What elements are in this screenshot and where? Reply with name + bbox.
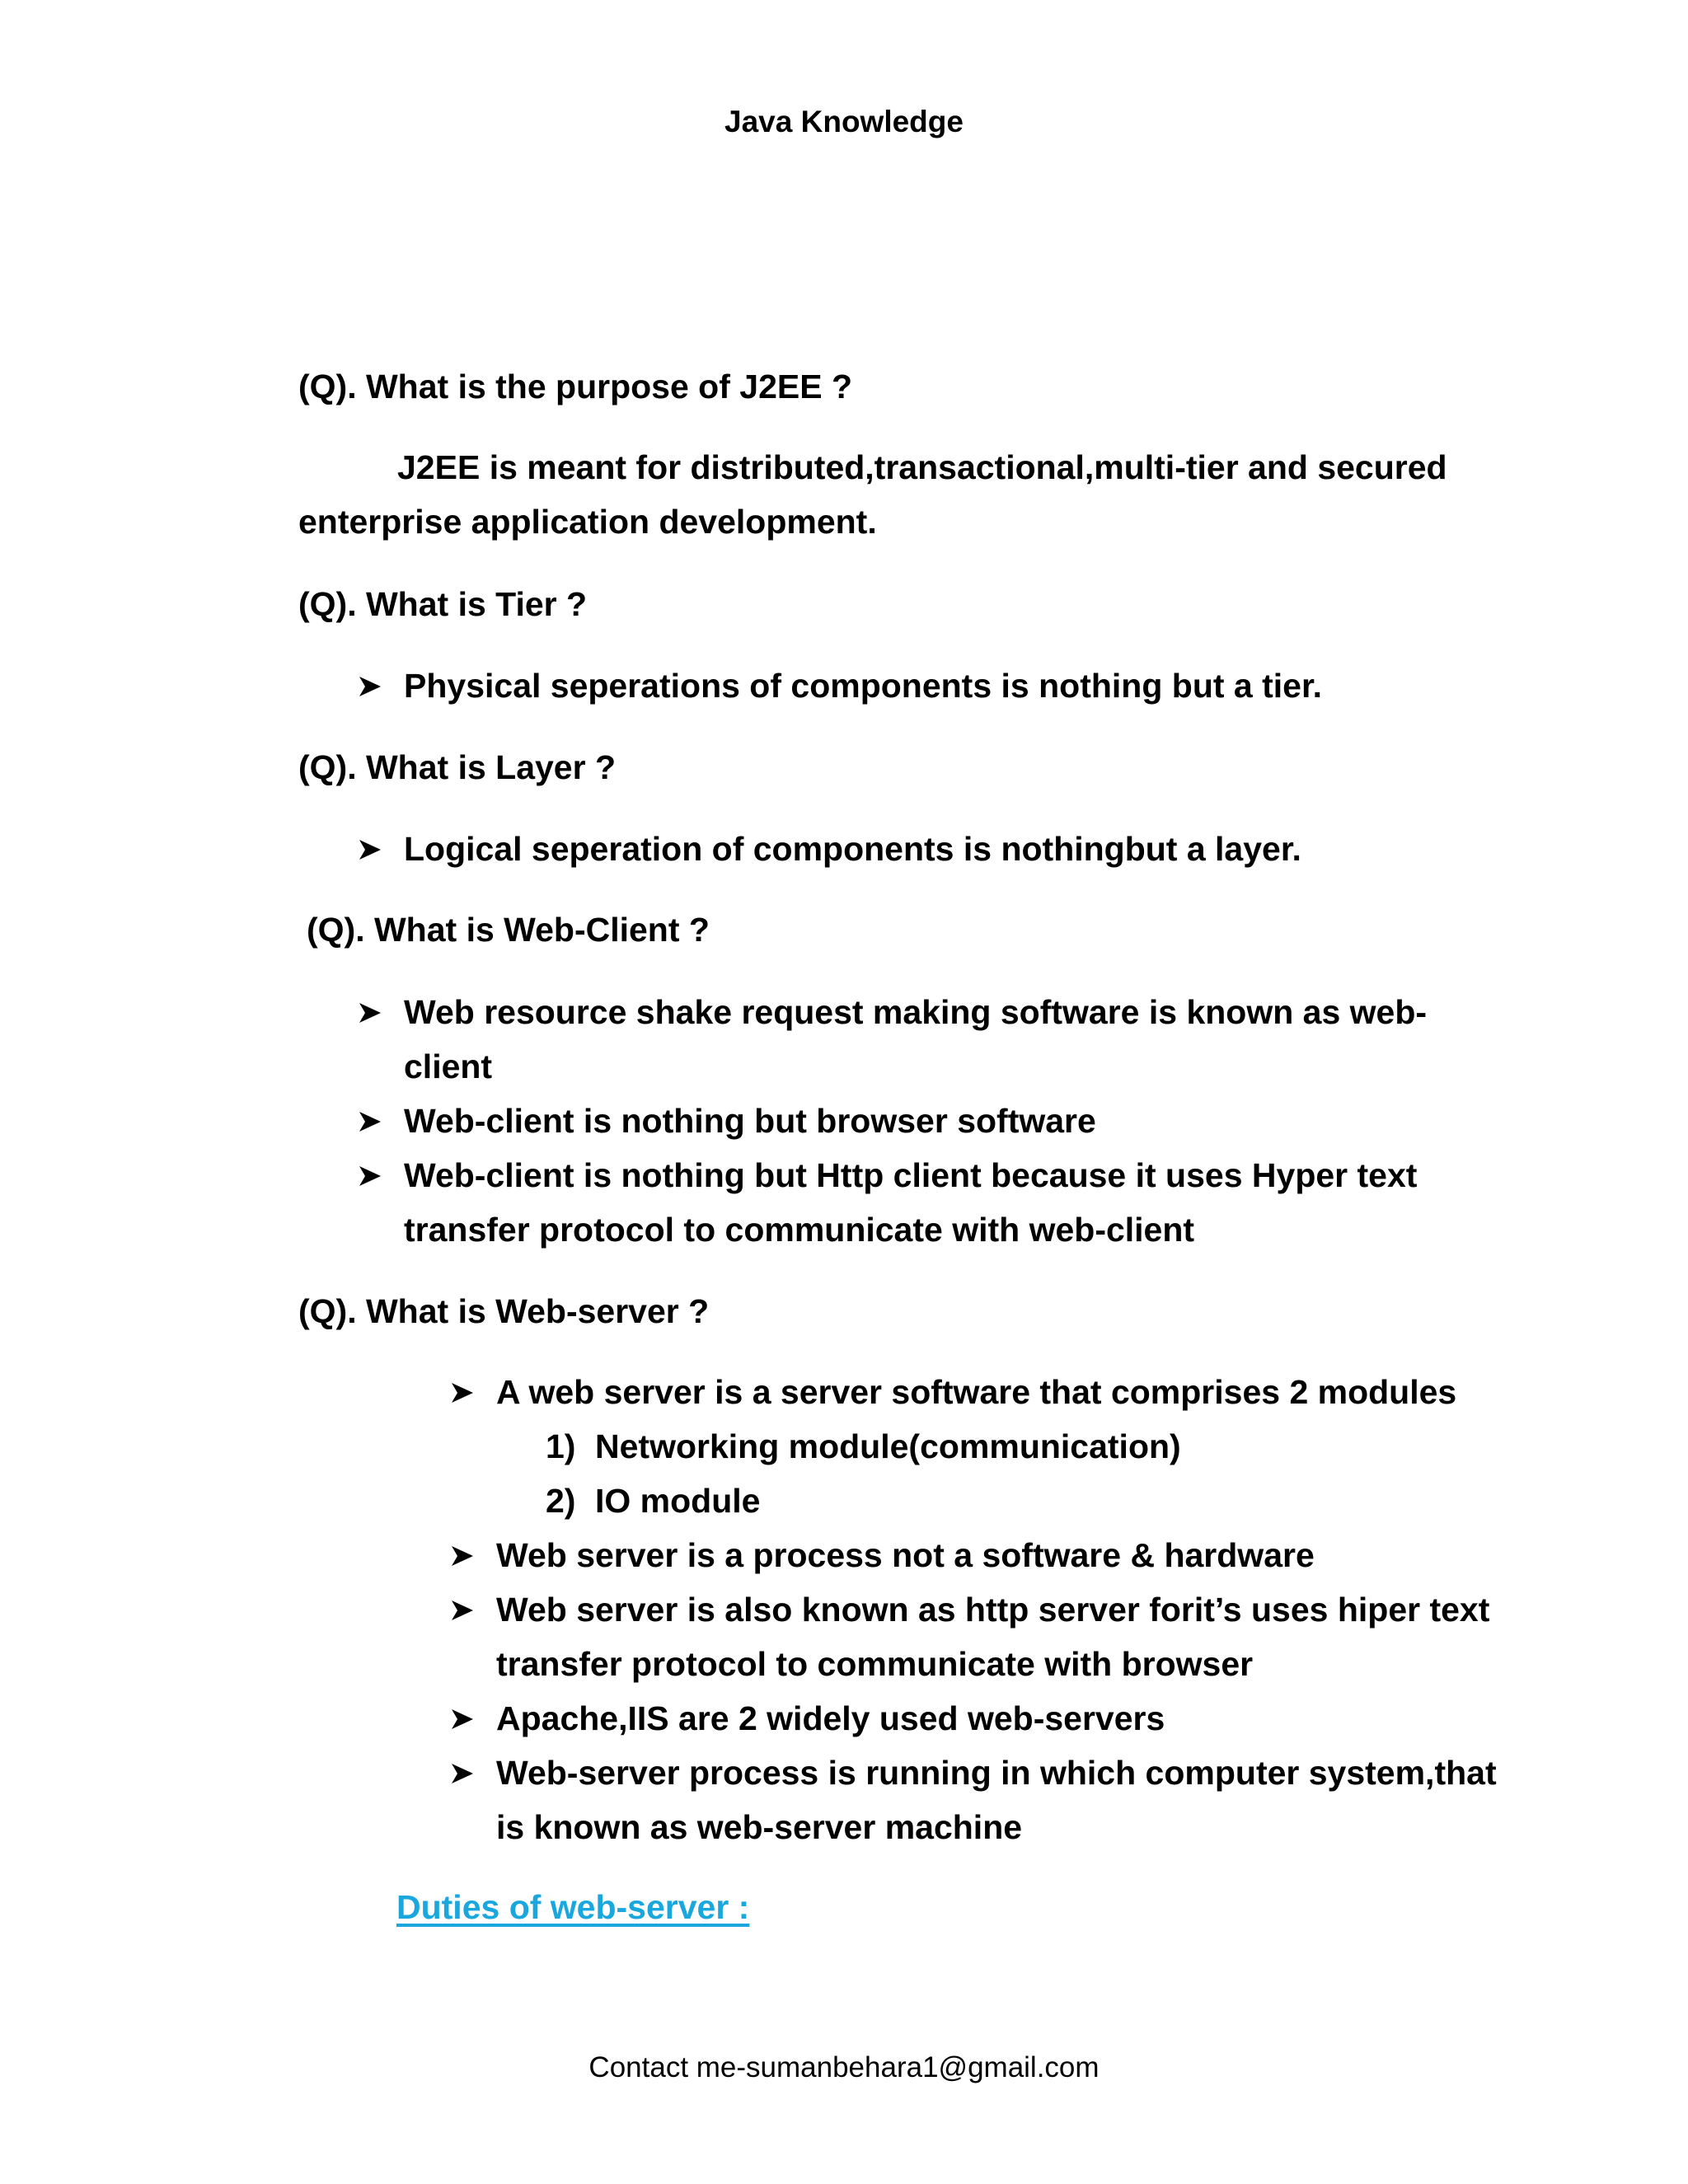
answer-line-1: J2EE is meant for distributed,transactional,multi-tier and secured (397, 448, 1447, 486)
answer-line-2: enterprise application development. (298, 503, 877, 541)
arrow-bullet-icon (358, 822, 391, 876)
question-web-client: (Q). What is Web-Client ? (307, 911, 710, 949)
web-client-bullet: Web resource shake request making software is known as web- client (358, 985, 1512, 1094)
question-web-server: (Q). What is Web-server ? (298, 1292, 710, 1330)
page-footer-contact: Contact me-sumanbehara1@gmail.com (588, 2051, 1100, 2083)
web-client-bullet: Web-client is nothing but Http client because it uses Hyper text transfer protocol to communicate with web-client (358, 1148, 1512, 1257)
web-server-bullet: Web-server process is running in which computer system,that is known as web-server machine (450, 1746, 1522, 1854)
web-client-bullet: Web-client is nothing but browser software (358, 1094, 1512, 1148)
arrow-bullet-icon (358, 1148, 391, 1202)
layer-bullet: Logical seperation of components is nothingbut a layer. (358, 822, 1512, 876)
page-header-title: Java Knowledge (724, 105, 964, 138)
module-list-item: 2) IO module (546, 1482, 761, 1520)
question-layer: (Q). What is Layer ? (298, 748, 616, 786)
module-list-item: 1) Networking module(communication) (546, 1427, 1181, 1465)
web-server-bullet: Web server is also known as http server forit’s uses hiper text transfer protocol to communicate with browser (450, 1582, 1522, 1691)
web-server-bullet: Web server is a process not a software & hardware (450, 1528, 1522, 1582)
arrow-bullet-icon (450, 1746, 483, 1800)
arrow-bullet-icon (450, 1691, 483, 1746)
arrow-bullet-icon (358, 985, 391, 1039)
arrow-bullet-icon (450, 1365, 483, 1419)
question-tier: (Q). What is Tier ? (298, 585, 588, 623)
arrow-bullet-icon (358, 1094, 391, 1148)
arrow-bullet-icon (450, 1582, 483, 1637)
web-server-bullet: A web server is a server software that comprises 2 modules (450, 1365, 1522, 1419)
arrow-bullet-icon (358, 658, 391, 713)
tier-bullet: Physical seperations of components is nothing but a tier. (358, 658, 1512, 713)
arrow-bullet-icon (450, 1528, 483, 1582)
duties-heading-link[interactable]: Duties of web-server : (396, 1888, 750, 1926)
question-j2ee-purpose: (Q). What is the purpose of J2EE ? (298, 368, 852, 405)
web-server-bullet: Apache,IIS are 2 widely used web-servers (450, 1691, 1522, 1746)
answer-j2ee-purpose (298, 440, 1493, 549)
